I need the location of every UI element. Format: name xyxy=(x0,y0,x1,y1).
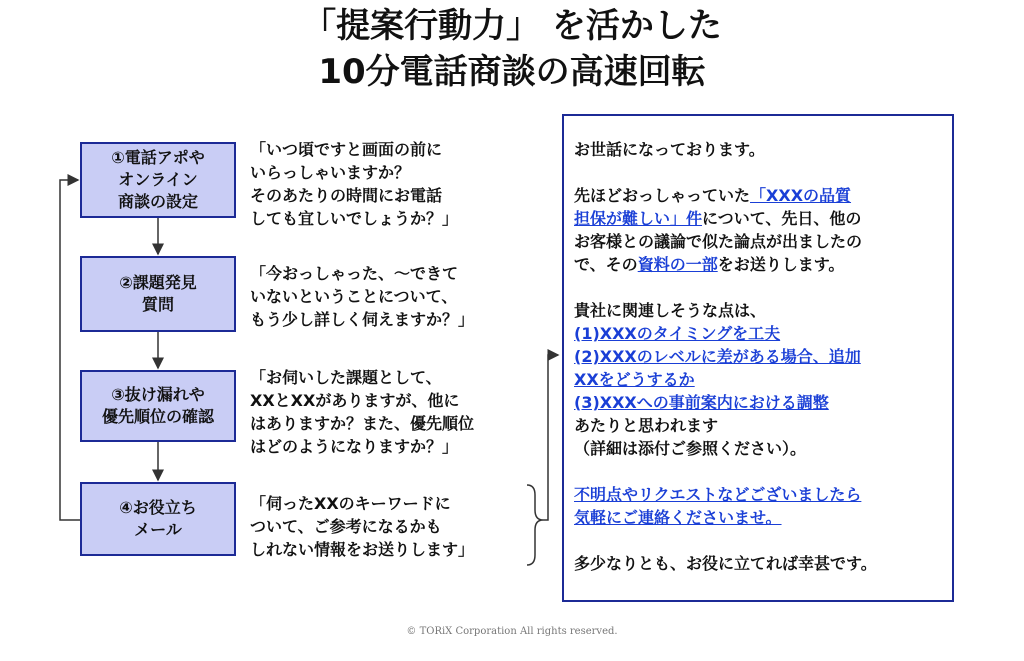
mail-text: をお送りします。 xyxy=(717,255,845,274)
step-box-priority-check xyxy=(80,370,236,442)
mail-link-contact-2[interactable]: 気軽にご連絡くださいませ。 xyxy=(574,508,782,527)
step-box-appointment xyxy=(80,142,236,218)
mail-example-panel xyxy=(562,114,954,602)
mail-greeting: お世話になっております。 xyxy=(574,140,765,159)
mail-link-point-1[interactable]: (1)XXXのタイミングを工夫 xyxy=(574,324,781,343)
step-label: ③抜け漏れや 優先順位の確認 xyxy=(101,385,214,426)
page-title-line-1: 「提案行動力」 を活かした xyxy=(302,6,722,46)
loop-back-arrow xyxy=(60,180,80,520)
step-label: ④お役立ち メール xyxy=(119,498,197,539)
step-label: ①電話アポや オンライン 商談の設定 xyxy=(111,148,205,211)
mail-points-detail: （詳細は添付ご参照ください）。 xyxy=(574,439,807,458)
quote-priority-check: 「お伺いした課題として、 XXとXXがありますが、他に はありますか？また、優先順位 はどのようになりますか？」 xyxy=(250,368,475,456)
mail-text: について、先日、他の xyxy=(702,209,862,228)
bracket-to-mail-arrow xyxy=(543,355,558,520)
quote-helpful-mail: 「伺ったXXのキーワードに ついて、ご参考になるかも しれない情報をお送りします」 xyxy=(250,494,475,559)
mail-link-quality-issue-cont[interactable]: 担保が難しい」件 xyxy=(574,209,703,228)
mail-link-point-2[interactable]: (2)XXXのレベルに差がある場合、追加 xyxy=(574,347,861,366)
mail-link-document[interactable]: 資料の一部 xyxy=(637,255,718,274)
mail-text: 先ほどおっしゃっていた xyxy=(574,186,751,205)
mail-paragraph-1-line-1 xyxy=(574,184,851,207)
quote-appointment: 「いつ頃ですと画面の前に いらっしゃいますか？ そのあたりの時間にお電話 しても宜しいでしょうか？」 xyxy=(250,140,459,228)
step-label: ②課題発見 質問 xyxy=(119,273,197,314)
mail-link-quality-issue[interactable]: 「XXXの品質 xyxy=(750,186,852,205)
mail-paragraph-1-line-3: お客様との議論で似た論点が出ましたの xyxy=(574,232,863,251)
mail-related-points-intro: 貴社に関連しそうな点は、 xyxy=(574,301,767,320)
mail-link-contact-1[interactable]: 不明点やリクエストなどございましたら xyxy=(574,485,862,504)
mail-paragraph-1-line-4 xyxy=(574,253,844,276)
mail-link-point-2-cont[interactable]: XXをどうするか xyxy=(574,370,695,389)
mail-points-conclusion: あたりと思われます xyxy=(574,416,719,435)
page-title-line-2: 10分電話商談の高速回転 xyxy=(318,52,706,92)
quote-issue-discovery: 「今おっしゃった、〜できて いないということについて、 もう少し詳しく伺えますか？」 xyxy=(250,264,475,329)
mail-link-point-3[interactable]: (3)XXXへの事前案内における調整 xyxy=(574,393,829,412)
copyright-footer: © TORiX Corporation All rights reserved. xyxy=(406,626,618,637)
step-box-helpful-mail xyxy=(80,482,236,556)
mail-paragraph-1-line-2 xyxy=(574,207,861,230)
mail-closing: 多少なりとも、お役に立てれば幸甚です。 xyxy=(574,554,877,573)
mail-text: で、その xyxy=(574,255,638,274)
step-box-issue-discovery xyxy=(80,256,236,332)
